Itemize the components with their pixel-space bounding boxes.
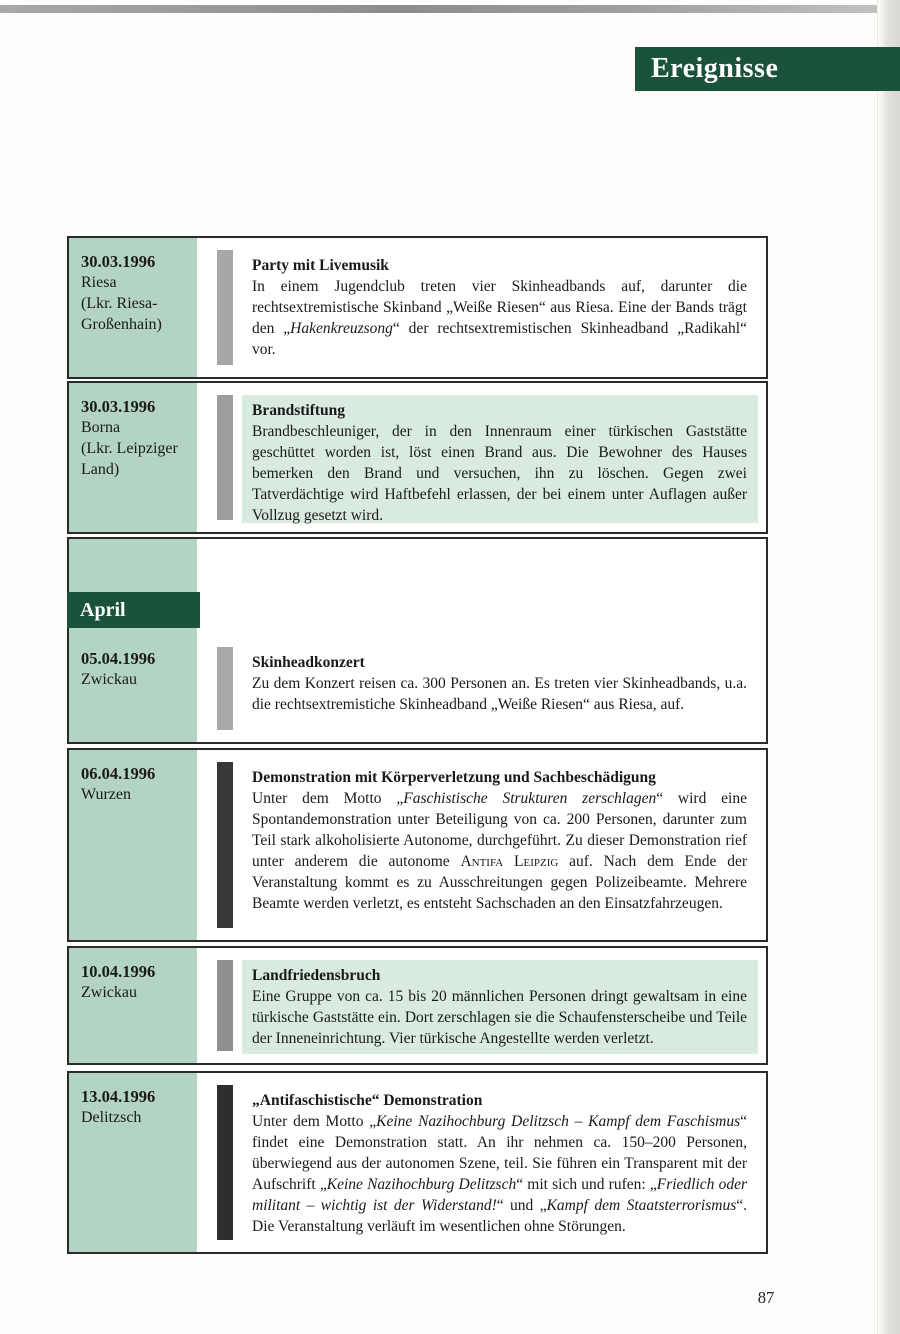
- entry-body: Unter dem Motto „Faschistische Strukturen zerschlagen“ wird eine Spontandemonstration unter Beteiligung von ca. 200 Personen, darunter zum Teil stark alkoholisierte Autonome, durchgeführt. Zu dieser Demonstration rief unter anderem die autonome Antifa Leipzig auf. Nach dem Ende der Veranstaltung kommt es zu Ausschreitungen gegen Polizeibeamte. Mehrere Beamte werden verletzt, es entsteht Sachschaden an den Einsatzfahrzeugen.: [252, 790, 747, 912]
- severity-marker-bar: [217, 960, 233, 1051]
- event-text-block: [242, 960, 758, 1054]
- event-text-block: [242, 395, 758, 523]
- event-row: [67, 946, 768, 1065]
- event-text-block: [242, 647, 758, 733]
- entry-date: 30.03.1996: [81, 397, 156, 416]
- event-row: [67, 236, 768, 379]
- entry-title: Brandstiftung: [252, 402, 346, 419]
- chapter-banner-title: Ereignisse: [651, 53, 779, 84]
- entry-title: Party mit Livemusik: [252, 257, 389, 274]
- event-date-cell: [69, 539, 197, 742]
- event-text-block: [242, 1085, 758, 1243]
- month-header-label: April: [80, 598, 126, 621]
- event-content: [197, 539, 766, 742]
- event-date-cell: [69, 1073, 197, 1252]
- severity-marker-bar: [217, 250, 233, 365]
- event-content: [197, 750, 766, 940]
- entry-location: Zwickau: [81, 984, 137, 1001]
- event-content: [197, 1073, 766, 1252]
- event-row: [67, 748, 768, 942]
- severity-marker-bar: [217, 395, 233, 520]
- event-content: [197, 383, 766, 532]
- severity-marker-bar: [217, 762, 233, 928]
- entry-title: Demonstration mit Körperverletzung und Sachbeschädigung: [252, 769, 656, 786]
- event-row: [67, 381, 768, 534]
- entry-location: Borna (Lkr. Leipziger Land): [81, 419, 178, 478]
- entry-body: In einem Jugendclub treten vier Skinheadbands auf, darunter die rechtsextremistische Skinband „Weiße Riesen“ aus Riesa. Eine der Bands trägt den „Hakenkreuzsong“ der rechtsextremistischen Skinheadband „Radikahl“ vor.: [252, 278, 747, 358]
- severity-marker-bar: [217, 647, 233, 730]
- month-header-bar: [67, 592, 200, 628]
- entry-title: „Antifaschistische“ Demonstration: [252, 1092, 483, 1109]
- severity-marker-bar: [217, 1085, 233, 1240]
- entry-location: Riesa (Lkr. Riesa- Großenhain): [81, 274, 162, 333]
- entry-date: 13.04.1996: [81, 1087, 156, 1106]
- entry-location: Zwickau: [81, 671, 137, 688]
- entry-date: 05.04.1996: [81, 649, 156, 668]
- entry-body: Unter dem Motto „Keine Nazihochburg Delitzsch – Kampf dem Faschismus“ findet eine Demonstration statt. An ihr nehmen ca. 150–200 Personen, überwiegend aus der autonomen Szene, teil. Sie führen ein Transparent mit der Aufschrift „Keine Nazihochburg Delitzsch“ mit sich und rufen: „Friedlich oder militant – wichtig ist der Widerstand!“ und „Kampf dem Staatsterrorismus“. Die Veranstaltung verläuft im wesentlichen ohne Störungen.: [252, 1113, 748, 1235]
- entry-title: Skinheadkonzert: [252, 654, 365, 671]
- entry-date: 06.04.1996: [81, 764, 156, 783]
- entry-body: Zu dem Konzert reisen ca. 300 Personen an. Es treten vier Skinheadbands, u.a. die rechtsextremistiche Skinheadband „Weiße Riesen“ aus Riesa, auf.: [252, 675, 747, 713]
- event-date-cell: [69, 238, 197, 377]
- chapter-banner: [635, 47, 900, 91]
- event-row: [67, 1071, 768, 1254]
- scan-edge-top: [0, 5, 884, 13]
- page-number: 87: [757, 1288, 775, 1307]
- entry-body: Eine Gruppe von ca. 15 bis 20 männlichen Personen dringt gewaltsam in eine türkische Gaststätte ein. Dort zerschlagen sie die Schaufensterscheibe und Teile der Inneneinrichtung. Vier türkische Angestellte werden verletzt.: [252, 988, 747, 1047]
- entry-body: Brandbeschleuniger, der in den Innenraum einer türkischen Gaststätte geschüttet worden ist, löst einen Brand aus. Die Bewohner des Hauses bemerken den Brand und versuchen, ihn zu löschen. Gegen zwei Tatverdächtige wird Haftbefehl erlassen, der bei einem unter Auflagen außer Vollzug gesetzt wird.: [252, 423, 747, 524]
- entry-date: 10.04.1996: [81, 962, 156, 981]
- entry-location: Delitzsch: [81, 1109, 142, 1126]
- event-content: [197, 238, 766, 377]
- event-date-cell: [69, 948, 197, 1063]
- event-text-block: [242, 250, 758, 368]
- event-text-block: [242, 762, 758, 931]
- event-row: [67, 537, 768, 744]
- entry-location: Wurzen: [81, 786, 131, 803]
- event-date-cell: [69, 383, 197, 532]
- scan-edge-right: [877, 0, 900, 1334]
- event-content: [197, 948, 766, 1063]
- entry-title: Landfriedensbruch: [252, 967, 381, 984]
- event-date-cell: [69, 750, 197, 940]
- entry-date: 30.03.1996: [81, 252, 156, 271]
